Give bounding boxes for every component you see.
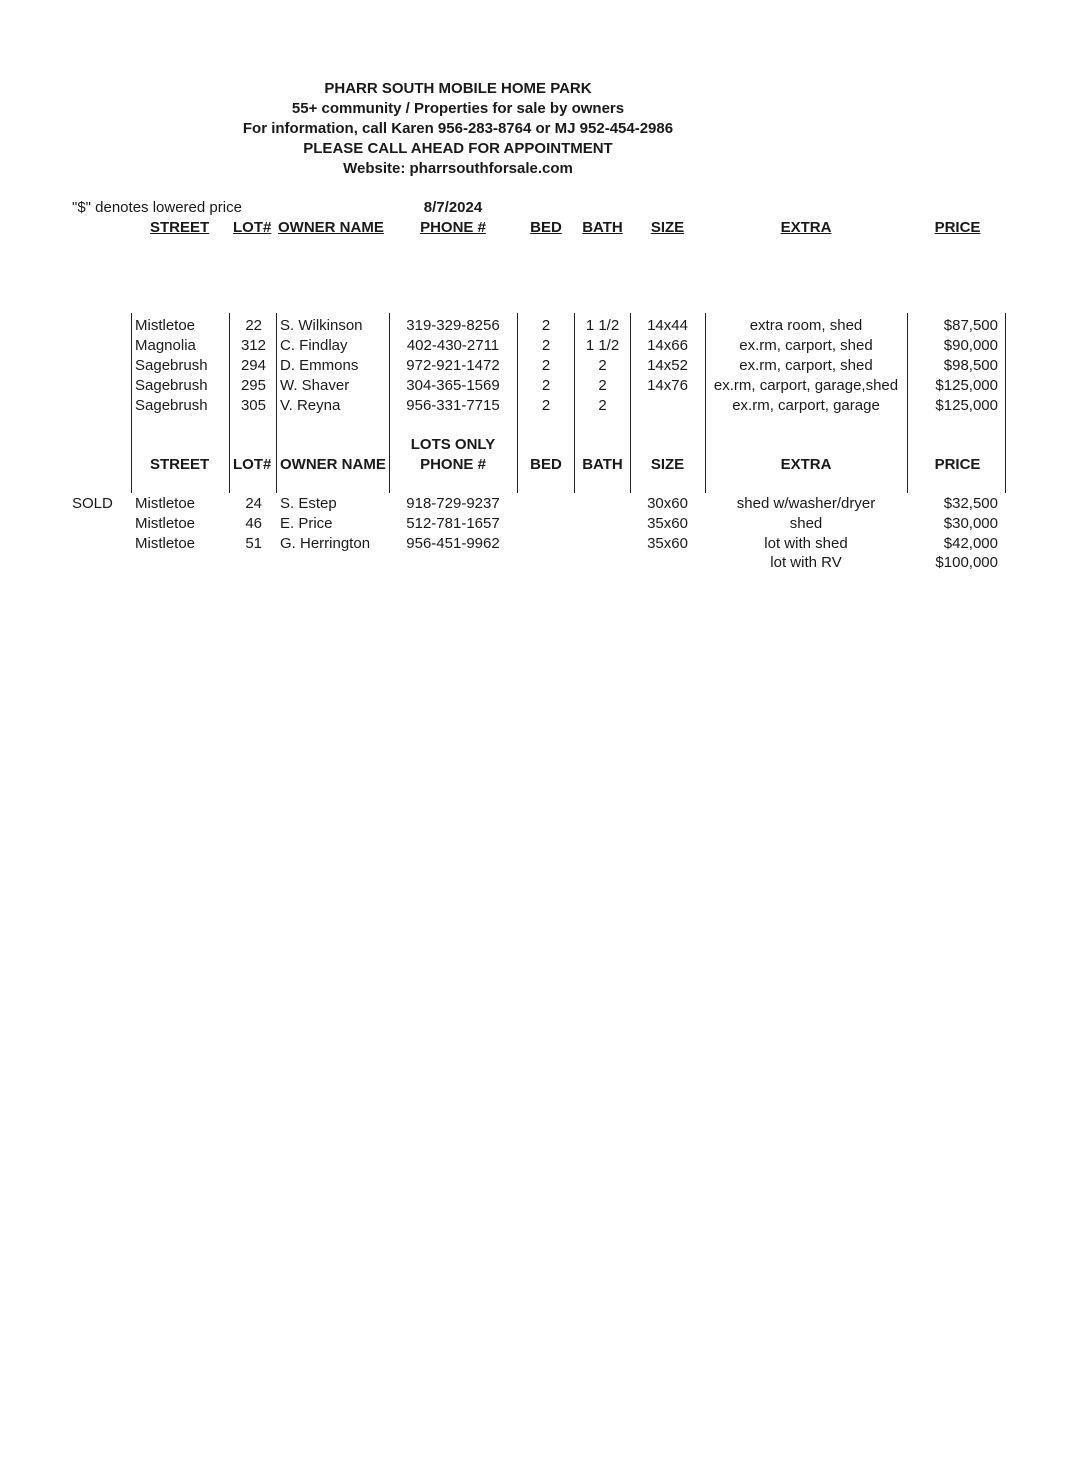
- street: Mistletoe: [135, 535, 196, 552]
- community-info: 55+ community / Properties for sale by owners: [291, 100, 625, 117]
- size: 14x52: [647, 357, 688, 374]
- grid-line: [276, 313, 277, 493]
- bed: 2: [541, 357, 551, 374]
- owner-name: D. Emmons: [280, 357, 359, 374]
- owner-name: G. Herrington: [280, 535, 371, 552]
- owner-name: C. Findlay: [280, 337, 348, 354]
- street: Mistletoe: [135, 515, 196, 532]
- phone: 956-451-9962: [406, 535, 500, 552]
- col-extra: EXTRA: [780, 456, 832, 473]
- bath: 2: [598, 377, 607, 394]
- extra: shed w/washer/dryer: [736, 495, 876, 512]
- bath: 2: [598, 357, 607, 374]
- extra: shed: [789, 515, 823, 532]
- street: Sagebrush: [135, 397, 208, 414]
- bath: 2: [598, 397, 607, 414]
- grid-line: [630, 313, 631, 493]
- col-owner: OWNER NAME: [278, 219, 384, 236]
- col-street: STREET: [150, 456, 210, 473]
- extra: lot with shed: [764, 535, 848, 552]
- bath: 1 1/2: [585, 317, 620, 334]
- col-bath: BATH: [582, 219, 623, 236]
- col-size: SIZE: [650, 456, 685, 473]
- price: $125,000: [935, 377, 998, 394]
- col-price: PRICE: [934, 219, 981, 236]
- col-bath: BATH: [582, 456, 623, 473]
- owner-name: S. Wilkinson: [280, 317, 363, 334]
- list-date: 8/7/2024: [423, 199, 483, 216]
- grid-line: [1005, 313, 1006, 493]
- price: $32,500: [943, 495, 998, 512]
- extra: ex.rm, carport, shed: [739, 357, 873, 374]
- street: Sagebrush: [135, 357, 208, 374]
- col-lot: LOT#: [233, 219, 272, 236]
- col-owner: OWNER NAME: [280, 456, 386, 473]
- price: $100,000: [935, 554, 998, 571]
- lot-number: 24: [245, 495, 262, 512]
- website: Website: pharrsouthforsale.com: [343, 160, 573, 177]
- phone: 304-365-1569: [406, 377, 500, 394]
- phone: 956-331-7715: [406, 397, 500, 414]
- lowered-price-note: "$" denotes lowered price: [72, 199, 242, 216]
- lots-only-title: LOTS ONLY: [410, 436, 496, 453]
- grid-line: [229, 313, 230, 493]
- col-lot: LOT#: [233, 456, 272, 473]
- size: 14x66: [647, 337, 688, 354]
- lot-number: 305: [240, 397, 266, 414]
- size: 35x60: [647, 515, 688, 532]
- col-phone: PHONE #: [420, 219, 486, 236]
- phone: 972-921-1472: [406, 357, 500, 374]
- col-street: STREET: [150, 219, 210, 236]
- price: $90,000: [943, 337, 998, 354]
- lot-number: 22: [245, 317, 262, 334]
- phone: 402-430-2711: [406, 337, 500, 354]
- phone: 512-781-1657: [406, 515, 500, 532]
- col-bed: BED: [530, 456, 562, 473]
- phone: 918-729-9237: [406, 495, 500, 512]
- owner-name: V. Reyna: [280, 397, 341, 414]
- extra: ex.rm, carport, garage,shed: [713, 377, 899, 394]
- col-bed: BED: [530, 219, 562, 236]
- bed: 2: [541, 397, 551, 414]
- extra: ex.rm, carport, shed: [739, 337, 873, 354]
- grid-line: [517, 313, 518, 493]
- bed: 2: [541, 337, 551, 354]
- price: $125,000: [935, 397, 998, 414]
- owner-name: W. Shaver: [280, 377, 350, 394]
- grid-line: [389, 313, 390, 493]
- lot-number: 51: [245, 535, 262, 552]
- bed: 2: [541, 377, 551, 394]
- street: Mistletoe: [135, 317, 196, 334]
- col-extra: EXTRA: [780, 219, 832, 236]
- price: $30,000: [943, 515, 998, 532]
- price: $98,500: [943, 357, 998, 374]
- street: Magnolia: [135, 337, 196, 354]
- appointment-note: PLEASE CALL AHEAD FOR APPOINTMENT: [303, 140, 613, 157]
- contact-info: For information, call Karen 956-283-8764 or MJ 952-454-2986: [242, 120, 674, 137]
- bed: 2: [541, 317, 551, 334]
- col-phone: PHONE #: [420, 456, 486, 473]
- size: 30x60: [647, 495, 688, 512]
- extra: lot with RV: [770, 554, 842, 571]
- price: $42,000: [943, 535, 998, 552]
- bath: 1 1/2: [585, 337, 620, 354]
- phone: 319-329-8256: [406, 317, 500, 334]
- col-price: PRICE: [934, 456, 981, 473]
- size: 35x60: [647, 535, 688, 552]
- owner-name: S. Estep: [280, 495, 337, 512]
- owner-name: E. Price: [280, 515, 333, 532]
- lot-number: 295: [240, 377, 266, 394]
- lot-number: 312: [240, 337, 266, 354]
- street: Sagebrush: [135, 377, 208, 394]
- park-name: PHARR SOUTH MOBILE HOME PARK: [324, 80, 592, 97]
- street: Mistletoe: [135, 495, 196, 512]
- sold-status: SOLD: [72, 495, 113, 512]
- lot-number: 46: [245, 515, 262, 532]
- extra: extra room, shed: [749, 317, 863, 334]
- size: 14x44: [647, 317, 688, 334]
- col-size: SIZE: [650, 219, 685, 236]
- lot-number: 294: [240, 357, 266, 374]
- grid-line: [131, 313, 132, 493]
- extra: ex.rm, carport, garage: [732, 397, 880, 414]
- size: 14x76: [647, 377, 688, 394]
- price: $87,500: [943, 317, 998, 334]
- grid-line: [907, 313, 908, 493]
